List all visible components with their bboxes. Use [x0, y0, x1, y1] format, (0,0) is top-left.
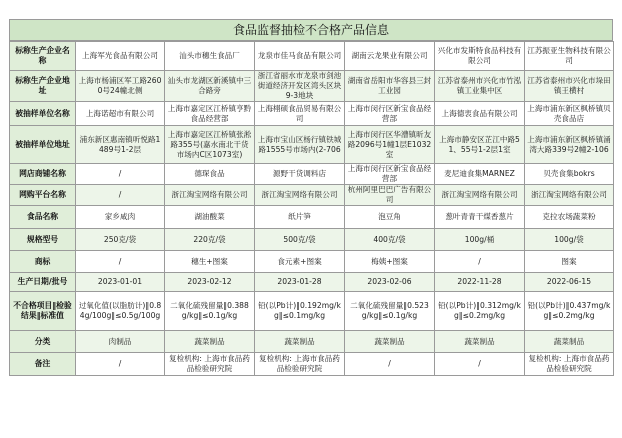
- table-row: [10, 331, 614, 353]
- row-header-producer-name: 标称生产企业名称: [10, 42, 76, 71]
- table-cell: 复检机构: 上海市食品药品检验研究院: [525, 353, 614, 376]
- table-cell: 2023-02-12: [165, 273, 255, 292]
- table-row: [10, 71, 614, 102]
- table-cell: 汕头市穗生食品厂: [165, 42, 255, 71]
- table-row: [10, 251, 614, 273]
- table-cell: 2023-01-01: [76, 273, 165, 292]
- table-cell: 2023-01-28: [255, 273, 345, 292]
- table-cell: 上海军光食品有限公司: [76, 42, 165, 71]
- table-cell: 上海市嘉定区江桥镇张淞路355号(嘉水南北干货市场内C区1073室): [165, 126, 255, 164]
- table-cell: 克拉农场蔬菜粉: [525, 206, 614, 229]
- table-cell: 上海德衷食品有限公司: [435, 102, 525, 126]
- table-cell: 蔬菜制品: [435, 331, 525, 353]
- table-cell: 龙泉市佳马食品有限公司: [255, 42, 345, 71]
- results-table: [9, 41, 614, 376]
- table-cell: 上海市闵行区新宝食品经营部: [345, 102, 435, 126]
- table-cell: 铅(以Pb计)‖0.437mg/kg‖≤0.2mg/kg: [525, 292, 614, 331]
- table-cell: /: [435, 251, 525, 273]
- table-cell: 上海市静安区芷江中路51、55号1-2层1室: [435, 126, 525, 164]
- table-cell: 二氧化硫残留量‖0.388g/kg‖≤0.1g/kg: [165, 292, 255, 331]
- table-cell: 浙江省丽水市龙泉市剑池街道经济开发区湾头区块9-3地块: [255, 71, 345, 102]
- table-cell: 德琛食品: [165, 164, 255, 185]
- table-cell: 铅(以Pb计)‖0.312mg/kg‖≤0.2mg/kg: [435, 292, 525, 331]
- table-cell: 梅姨+图案: [345, 251, 435, 273]
- table-cell: 泡豆角: [345, 206, 435, 229]
- table-cell: 浙江淘宝网络有限公司: [165, 185, 255, 206]
- table-cell: 家乡咸肉: [76, 206, 165, 229]
- row-header-category: 分类: [10, 331, 76, 353]
- table-cell: 蔬菜制品: [165, 331, 255, 353]
- table-cell: 上海市嘉定区江桥镇亨黔食品经营部: [165, 102, 255, 126]
- table-cell: 复检机构: 上海市食品药品检验研究院: [255, 353, 345, 376]
- table-cell: /: [76, 251, 165, 273]
- table-cell: 100g/袋: [525, 229, 614, 251]
- table-cell: 葱叶青青干煤香葱片: [435, 206, 525, 229]
- table-cell: 上海市闵行区华漕镇昕友路2096号1幢1层E1032室: [345, 126, 435, 164]
- row-header-remarks: 备注: [10, 353, 76, 376]
- row-header-failed-items: 不合格项目‖检验结果‖标准值: [10, 292, 76, 331]
- table-cell: /: [345, 353, 435, 376]
- table-cell: 源野干货调料店: [255, 164, 345, 185]
- table-cell: /: [76, 164, 165, 185]
- page-title: 食品监督抽检不合格产品信息: [9, 19, 613, 41]
- table-cell: 浙江淘宝网络有限公司: [255, 185, 345, 206]
- table-row: [10, 164, 614, 185]
- table-cell: 江苏省泰州市兴化市竹泓镇工业集中区: [435, 71, 525, 102]
- table-cell: 220克/袋: [165, 229, 255, 251]
- table-cell: 穗生+图案: [165, 251, 255, 273]
- table-cell: 蔬菜制品: [525, 331, 614, 353]
- table-cell: 纸片笋: [255, 206, 345, 229]
- table-cell: 浙江淘宝网络有限公司: [525, 185, 614, 206]
- row-header-spec: 规格型号: [10, 229, 76, 251]
- table-cell: 江苏振亚生物科技有限公司: [525, 42, 614, 71]
- table-row: [10, 102, 614, 126]
- table-cell: 浙江淘宝网络有限公司: [435, 185, 525, 206]
- table-cell: 250克/袋: [76, 229, 165, 251]
- table-cell: 2022-11-28: [435, 273, 525, 292]
- table-row: [10, 292, 614, 331]
- row-header-sampled-name: 被抽样单位名称: [10, 102, 76, 126]
- table-cell: 2022-06-15: [525, 273, 614, 292]
- table-cell: /: [76, 185, 165, 206]
- table-cell: 贝壳食集bokrs: [525, 164, 614, 185]
- table-cell: 汕头市龙湖区新溪镇中三合路旁: [165, 71, 255, 102]
- table-cell: 食元素+图案: [255, 251, 345, 273]
- table-row: [10, 206, 614, 229]
- table-cell: 麦尼迪食集MARNEZ: [435, 164, 525, 185]
- row-header-food-name: 食品名称: [10, 206, 76, 229]
- table-cell: 复检机构: 上海市食品药品检验研究院: [165, 353, 255, 376]
- table-cell: 100g/桶: [435, 229, 525, 251]
- row-header-sampled-address: 被抽样单位地址: [10, 126, 76, 164]
- table-cell: 上海市浦东新区枫桥镇贝壳食品店: [525, 102, 614, 126]
- row-header-producer-address: 标称生产企业地址: [10, 71, 76, 102]
- table-cell: 兴化市发斯特食品科技有限公司: [435, 42, 525, 71]
- table-cell: 上海诺超市有限公司: [76, 102, 165, 126]
- row-header-store-name: 网店商铺名称: [10, 164, 76, 185]
- table-cell: 2023-02-06: [345, 273, 435, 292]
- table-cell: 浦东新区惠南镇听悦路1489号1-2层: [76, 126, 165, 164]
- table-cell: 500克/袋: [255, 229, 345, 251]
- table-cell: 二氧化硫残留量‖0.523g/kg‖≤0.1g/kg: [345, 292, 435, 331]
- table-cell: 上海市浦东新区枫桥镇涌湾大路339号2幢2-106: [525, 126, 614, 164]
- table-row: [10, 353, 614, 376]
- table-row: [10, 229, 614, 251]
- table-cell: 湖南省岳阳市华容县三封工业园: [345, 71, 435, 102]
- table-cell: 肉制品: [76, 331, 165, 353]
- table-row: [10, 185, 614, 206]
- table-cell: 江苏省泰州市兴化市垛田镇王横村: [525, 71, 614, 102]
- table-cell: 蔬菜制品: [345, 331, 435, 353]
- table-row: [10, 42, 614, 71]
- table-cell: 上海栩硕食品贸易有限公司: [255, 102, 345, 126]
- table-cell: 图案: [525, 251, 614, 273]
- row-header-platform: 网购平台名称: [10, 185, 76, 206]
- row-header-date-batch: 生产日期/批号: [10, 273, 76, 292]
- table-cell: /: [76, 353, 165, 376]
- table-cell: 铅(以Pb计)‖0.192mg/kg‖≤0.1mg/kg: [255, 292, 345, 331]
- table-cell: /: [435, 353, 525, 376]
- table-cell: 蔬菜制品: [255, 331, 345, 353]
- table-cell: 湖南云龙果业有限公司: [345, 42, 435, 71]
- table-cell: 湖油酸菜: [165, 206, 255, 229]
- table-cell: 上海市闵行区新宝食品经营部: [345, 164, 435, 185]
- table-cell: 过氧化值(以脂肪计)‖0.84g/100g‖≤0.5g/100g: [76, 292, 165, 331]
- table-row: [10, 126, 614, 164]
- table-cell: 上海市杨浦区军工路2600号24幢北侧: [76, 71, 165, 102]
- table-cell: 杭州阿里巴巴广告有限公司: [345, 185, 435, 206]
- table-cell: 上海市宝山区杨行镇铁城路1555号市场内(2-706: [255, 126, 345, 164]
- row-header-brand: 商标: [10, 251, 76, 273]
- table-row: [10, 273, 614, 292]
- document: [9, 19, 613, 376]
- table-cell: 400克/袋: [345, 229, 435, 251]
